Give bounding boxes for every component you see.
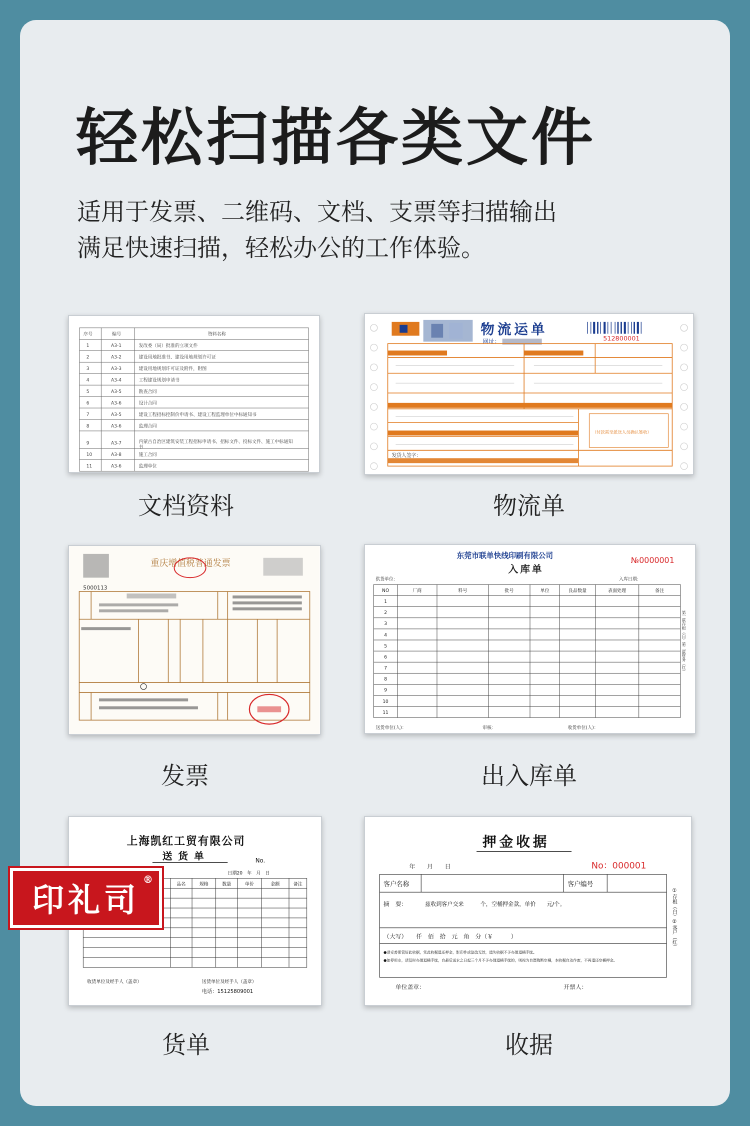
doc-row-code: A3-5 (111, 412, 122, 418)
receipt-customer-no-label: 客户编号 (567, 880, 594, 889)
warehouse-header-cell: NO (382, 589, 390, 594)
doc-row-index: 7 (86, 412, 90, 418)
doc-header-code: 编号 (112, 332, 122, 338)
delivery-company: 上海凯红工贸有限公司 (126, 834, 246, 848)
warehouse-row-index: 1 (384, 600, 387, 606)
logistics-note: （付款需至派送人员确认签收） (592, 429, 652, 435)
warehouse-label: 出入库单 (481, 762, 577, 790)
warehouse-header-cell: 良品数量 (568, 589, 587, 594)
doc-row-code: A3-6 (111, 424, 122, 430)
warehouse-form-image (365, 545, 695, 733)
delivery-header-cell: 单价 (244, 882, 254, 888)
warehouse-row-index: 3 (384, 622, 387, 628)
doc-row-index: 4 (86, 378, 90, 384)
receipt-number: No：000001 (591, 861, 647, 872)
doc-row-code: A3-3 (111, 367, 122, 373)
page-description (77, 194, 637, 266)
doc-row-index: 8 (86, 424, 90, 430)
delivery-header-cell: 数量 (222, 882, 232, 888)
warehouse-side-copy: 第一联存根（白）第二联财务（红） (681, 610, 687, 674)
doc-row-name: 建设用地批准书、建设用地规划许可证 (138, 355, 216, 361)
doc-row-name: 勘查合同 (138, 390, 157, 396)
delivery-header-cell: 规格 (199, 882, 209, 888)
logistics-site-label: 网址： (482, 339, 501, 346)
warehouse-row-index: 7 (384, 666, 387, 672)
doc-row-code: A3-4 (111, 378, 122, 384)
logistics-sample-card (364, 313, 694, 475)
doc-row-name: 施工合同 (138, 453, 157, 459)
doc-row-code: A3-5 (111, 390, 122, 396)
warehouse-row-index: 9 (384, 688, 387, 694)
warehouse-row-index: 10 (382, 699, 389, 705)
doc-row-code: A3-2 (111, 355, 122, 361)
delivery-footer-right: 送货单位及经手人（盖章） (201, 980, 257, 986)
document-sample-card (68, 315, 320, 473)
delivery-no-label: No. (255, 857, 266, 865)
invoice-code: 5000113 (83, 585, 108, 592)
receipt-title: 押金收据 (482, 834, 550, 851)
warehouse-header-cell: 单位 (540, 589, 550, 594)
delivery-phone: 电话：15125809001 (201, 989, 254, 996)
doc-row-name: 监理单位 (138, 464, 157, 470)
doc-header-no: 序号 (83, 332, 93, 338)
logistics-label: 物流单 (493, 492, 565, 520)
doc-row-index: 6 (86, 401, 90, 407)
doc-row-name: 工程建设规划申请书 (138, 378, 180, 384)
warehouse-header-cell: 料号 (458, 589, 468, 594)
doc-row-name: 设计合同 (138, 401, 157, 407)
receipt-unit-label: 单位盖章： (395, 984, 426, 992)
receipt-side-copy: ①存根（白）②客户（红） (671, 888, 678, 950)
doc-row-index: 1 (86, 344, 90, 350)
page-title: 轻松扫描各类文件 (76, 101, 597, 174)
warehouse-title: 入库单 (508, 564, 544, 576)
delivery-footer-left: 收货单位及经手人（盖章） (87, 980, 142, 986)
receipt-notes-2: ●如停用水，请及时办理退桶手续，自最后送水之日起三个月不予办理退桶手续的，则视为自愿购断空桶，本收据自动作废，不再退还空桶押金。 (383, 958, 618, 963)
doc-row-index: 2 (86, 355, 90, 361)
document-table-image (69, 316, 319, 472)
delivery-date-label: 日期20 年 月 日 (227, 871, 270, 877)
warehouse-number: №0000001 (630, 555, 675, 565)
receipt-summary-label: 摘 要： (383, 901, 408, 909)
receipt-sample-card (364, 816, 692, 1006)
warehouse-footer-check: 审核： (482, 726, 497, 732)
warehouse-footer-recv: 收货单位(人)： (567, 726, 599, 732)
warehouse-row-index: 4 (384, 633, 387, 639)
receipt-payee-label: 开票人： (563, 984, 588, 992)
warehouse-header-cell: 备注 (655, 589, 665, 594)
warehouse-row-index: 6 (384, 655, 387, 661)
delivery-header-cell: 备注 (293, 882, 303, 888)
doc-row-name: 建设工程招标控制价申请书、建设工程监理单位中标通知书 (138, 412, 257, 418)
receipt-amount-row: （大写） 仟 佰 拾 元 角 分（￥ ） (383, 933, 517, 941)
doc-row-code: A3-8 (111, 453, 122, 459)
logistics-sign: 发货人签字： (391, 453, 422, 460)
warehouse-header-cell: 厂商 (412, 589, 422, 594)
warehouse-supplier-label: 供货单位： (375, 577, 398, 583)
warehouse-date-label: 入库日期： (619, 577, 642, 583)
doc-row-name: 建设用地规划许可证及附件，附图 (138, 367, 207, 373)
invoice-image (69, 546, 320, 734)
doc-row-code: A3-7 (111, 441, 122, 447)
warehouse-row-index: 2 (384, 611, 387, 617)
warehouse-row-index: 11 (382, 710, 389, 716)
invoice-label: 发票 (161, 762, 209, 790)
description-line-1: 适用于发票、二维码、文档、支票等扫描输出 (77, 198, 557, 226)
doc-row-code: A3-6 (111, 464, 122, 470)
receipt-summary-text: 兹收到客户交来 个，空桶押金款，单价 元/个。 (425, 902, 566, 909)
delivery-title: 送货单 (162, 851, 210, 863)
logistics-number: 512800001 (603, 334, 640, 343)
warehouse-row-index: 8 (384, 677, 387, 683)
receipt-form-image (365, 817, 691, 1005)
warehouse-header-cell: 表面处理 (607, 589, 627, 594)
logistics-form-image (365, 314, 693, 474)
document-label: 文档资料 (138, 492, 234, 520)
logistics-title: 物流运单 (480, 321, 548, 338)
doc-row-index: 11 (86, 464, 93, 470)
brand-logo (10, 868, 162, 928)
doc-row-name: 发改委（局）批准的立项文件 (138, 344, 198, 350)
receipt-customer-label: 客户名称 (383, 880, 410, 889)
warehouse-company: 东莞市联单快线印刷有限公司 (456, 550, 554, 560)
doc-row-index: 9 (86, 441, 90, 447)
doc-row-index: 3 (86, 367, 90, 373)
invoice-title: 重庆增值税普通发票 (150, 558, 231, 569)
doc-header-name: 资料名称 (207, 332, 226, 338)
doc-row-name: 内蒙古自治区建筑安装工程招标申请书、招标文件、投标文件、施工中标通知书 (138, 439, 293, 451)
doc-row-code: A3-1 (111, 344, 122, 350)
warehouse-header-cell: 批号 (504, 589, 514, 594)
doc-row-name: 监理合同 (138, 424, 157, 430)
description-line-2: 满足快速扫描，轻松办公的工作体验。 (77, 234, 485, 262)
registered-mark: ® (143, 875, 153, 886)
delivery-header-cell: 金额 (270, 882, 280, 888)
doc-row-index: 10 (86, 453, 93, 459)
invoice-sample-card (68, 545, 321, 735)
doc-row-code: A3-6 (111, 401, 122, 407)
delivery-header-cell: 品名 (176, 882, 186, 888)
brand-logo-text: 印礼司 (31, 881, 140, 919)
receipt-label: 收据 (505, 1031, 553, 1059)
warehouse-sample-card (364, 544, 696, 734)
receipt-date-label: 年 月 日 (409, 863, 451, 871)
delivery-label: 货单 (162, 1031, 210, 1059)
receipt-notes-1: ●请妥善保管好此收据，凭此收据退还押金，影印件或涂改无效，遗失收据不予办理退桶手续。 (383, 950, 537, 955)
doc-row-index: 5 (86, 390, 90, 396)
warehouse-footer-send: 送货单位(人)： (375, 726, 407, 732)
warehouse-row-index: 5 (384, 644, 387, 650)
